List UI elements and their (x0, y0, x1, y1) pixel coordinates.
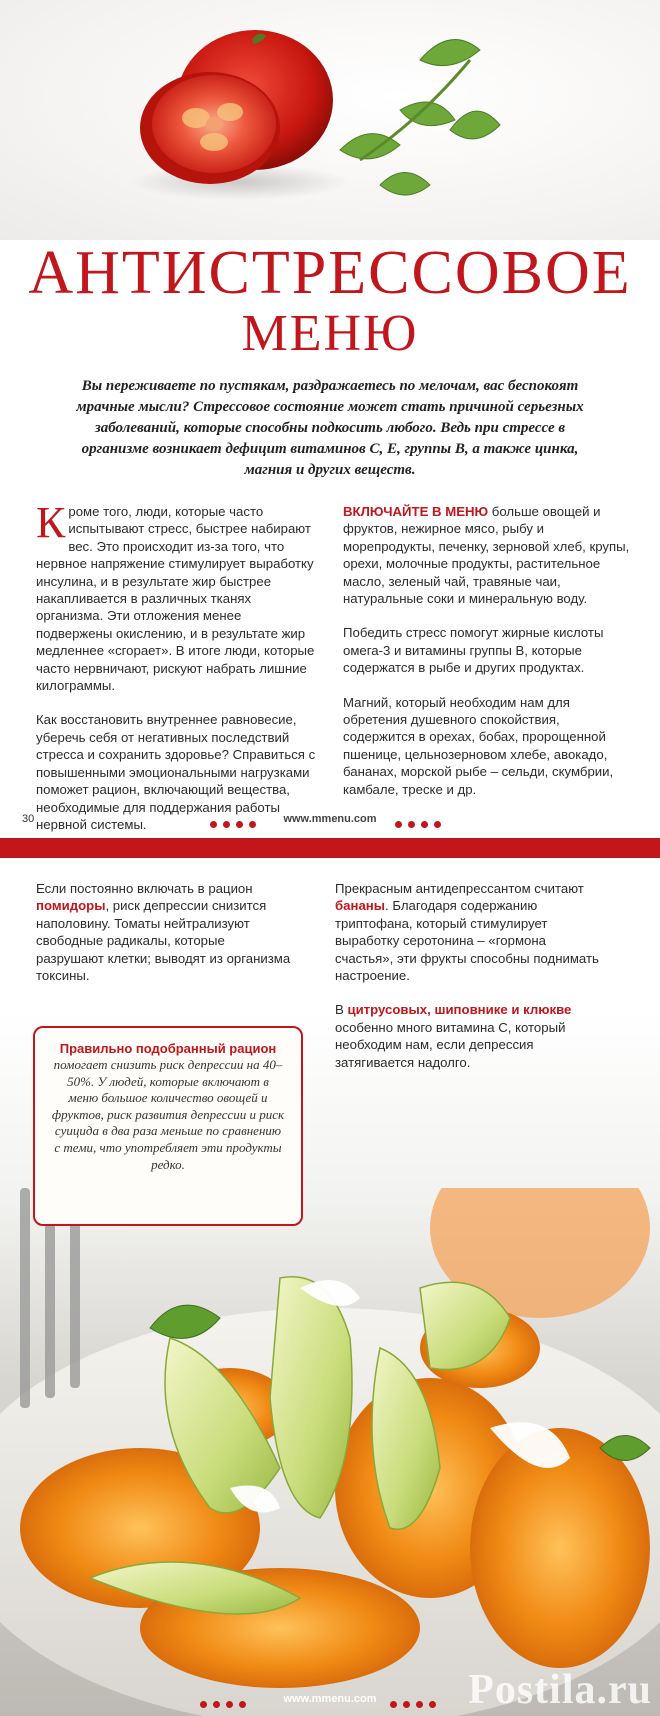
decorative-dots-right (395, 815, 447, 825)
paragraph-text: , риск депрессии снизится наполовину. Томаты нейтрализуют свободные радикалы, которые разрушают клетки; выводят из организма токсины. (36, 898, 291, 984)
hero-photo-tomatoes (0, 0, 660, 240)
decorative-dots-right (390, 1695, 442, 1705)
page-1 (0, 0, 660, 838)
article-column-right (343, 503, 633, 815)
site-link[interactable]: www.mmenu.com (283, 1693, 377, 1705)
paragraph: Как восстановить внутреннее равновесие, уберечь себя от негативных последствий стресса и сохранить здоровье? Справиться с повышенными эмоциональными нагрузками поможет рацион, включающий вещества, необходимые для поддержания работы нервной системы. (36, 712, 316, 832)
paragraph-text: Прекрасным антидепрессантом считают (335, 881, 584, 896)
paragraph (335, 1001, 600, 1071)
article-column-left-page2 (36, 880, 291, 1001)
callout-body: помогает снизить риск депрессии на 40–50%. У людей, которые включают в меню большое количество овощей и фруктов, риск развития депрессии и риск суицида в два раза меньше по сравнению с теми, что употребляет эти продукты редко. (51, 1057, 285, 1172)
salad-photo (0, 1188, 660, 1716)
highlight-tomatoes: помидоры (36, 898, 106, 914)
page-divider-red (0, 838, 660, 858)
highlight-include-menu: ВКЛЮЧАЙТЕ В МЕНЮ (343, 504, 489, 519)
article-column-right-page2 (335, 880, 600, 1088)
paragraph: Магний, который необходим нам для обретения душевного спокойствия, содержится в орехах, бобах, пророщенной пшенице, цельнозерновом хлебе, авокадо, бананах, морской рыбе – сельди, скумбрии, камбале, треске и др. (343, 694, 614, 797)
article-column-left (36, 498, 316, 850)
page-number: 30 (22, 813, 35, 825)
highlight-citrus: цитрусовых, шиповнике и клюкве (347, 1002, 572, 1018)
paragraph-text: Если постоянно включать в рацион (36, 881, 253, 896)
info-callout-box (33, 1026, 303, 1226)
page-1-footer (0, 810, 660, 830)
title-line-2: МЕНЮ (241, 305, 419, 362)
page-2 (0, 858, 660, 1716)
paragraph (36, 880, 291, 984)
lead-paragraph: Вы переживаете по пустякам, раздражаетесь по мелочам, вас беспокоят мрачные мысли? Стрессовое состояние может стать причиной серьезных заболеваний, которые способны подкосить любого. Ведь при стрессе в организме возникает дефицит витаминов С, Е, группы В, а также цинка, магния и других веществ. (76, 378, 584, 478)
paragraph-text: особенно много витамина С, который необходим нам, если депрессия затягивается надолго. (335, 1019, 566, 1070)
highlight-bananas: бананы (335, 898, 386, 914)
paragraph-text: . Благодаря содержанию триптофана, который стимулирует выработку серотонина – «гормона счастья», эти фрукты способны поднимать настроение. (335, 898, 599, 984)
watermark: Postila.ru (468, 1667, 652, 1713)
site-link[interactable]: www.mmenu.com (283, 813, 377, 825)
paragraph-text: В (335, 1002, 348, 1018)
paragraph-text: больше овощей и фруктов, нежирное мясо, рыбу и морепродукты, печенку, зерновой хлеб, крупы, орехи, молочные продукты, растительное масло, зеленый чай, травяные чаи, натуральные соки и минеральную воду. (343, 504, 630, 607)
paragraph (335, 880, 600, 984)
drop-cap: К (36, 498, 66, 547)
paragraph (343, 503, 633, 607)
title-line-1: АНТИСТРЕССОВОЕ (28, 239, 632, 307)
paragraph-text: роме того, люди, которые часто испытывают стресс, быстрее набирают вес. Это происходит из-за того, что нервное напряжение стимулирует выработку инсулина, и в результате жир быстрее накапливается в различных тканях организма. Эти отложения менее подвержены окислению, и в результате жир медленнее «сгорает». В итоге люди, которые часто нервничают, рискуют набрать лишние килограммы. (36, 504, 315, 694)
orange-apple-salad-illustration (0, 1188, 660, 1716)
callout-heading: Правильно подобранный рацион (59, 1041, 277, 1056)
paragraph (36, 498, 316, 694)
tomato-illustration (0, 0, 660, 240)
paragraph: Победить стресс помогут жирные кислоты омега-3 и витамины группы В, которые содержатся в рыбе и других продуктах. (343, 625, 604, 676)
